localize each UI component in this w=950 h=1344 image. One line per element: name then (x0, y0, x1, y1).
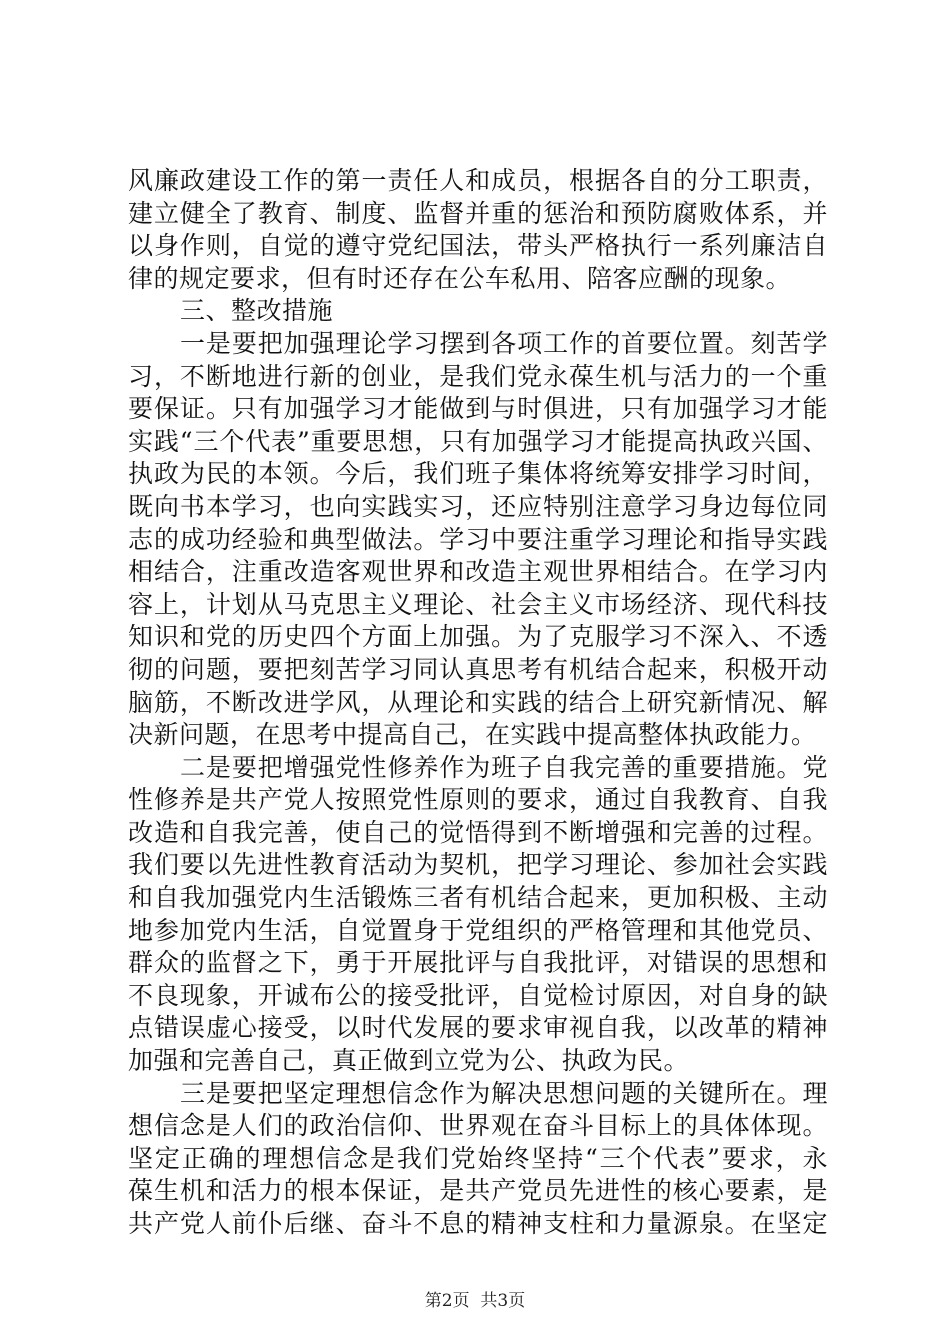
text-line: 葆生机和活力的根本保证，是共产党员先进性的核心要素，是 (128, 1176, 828, 1206)
text-line: 不良现象，开诚布公的接受批评，自觉检讨原因，对自身的缺 (128, 980, 828, 1010)
text-line: 实践“三个代表”重要思想，只有加强学习才能提高执政兴国、 (128, 426, 828, 456)
text-line: 律的规定要求，但有时还存在公车私用、陪客应酬的现象。 (128, 263, 792, 293)
text-line: 三是要把坚定理想信念作为解决思想问题的关键所在。理 (180, 1078, 828, 1108)
text-line: 执政为民的本领。今后，我们班子集体将统筹安排学习时间， (128, 459, 828, 489)
document-body (128, 165, 828, 1241)
text-line: 共产党人前仆后继、奋斗不息的精神支柱和力量源泉。在坚定 (128, 1209, 828, 1238)
text-line: 群众的监督之下，勇于开展批评与自我批评，对错误的思想和 (128, 948, 828, 978)
text-line: 习，不断地进行新的创业，是我们党永葆生机与活力的一个重 (128, 361, 828, 391)
text-line: 我们要以先进性教育活动为契机，把学习理论、参加社会实践 (128, 850, 828, 880)
text-line: 性修养是共产党人按照党性原则的要求，通过自我教育、自我 (128, 785, 828, 815)
text-line: 点错误虚心接受，以时代发展的要求审视自我，以改革的精神 (128, 1013, 828, 1043)
text-line: 二是要把增强党性修养作为班子自我完善的重要措施。党 (180, 752, 828, 782)
text-line: 改造和自我完善，使自己的觉悟得到不断增强和完善的过程。 (128, 817, 828, 847)
text-line: 要保证。只有加强学习才能做到与时俱进，只有加强学习才能 (128, 394, 828, 424)
text-line: 加强和完善自己，真正做到立党为公、执政为民。 (128, 1046, 690, 1076)
text-line: 彻的问题，要把刻苦学习同认真思考有机结合起来，积极开动 (128, 654, 828, 684)
paragraph-measure-three (128, 1078, 828, 1241)
text-line: 建立健全了教育、制度、监督并重的惩治和预防腐败体系，并 (128, 198, 828, 228)
paragraph-measure-one (128, 328, 828, 752)
paragraph-continuation (128, 165, 828, 295)
text-line: 和自我加强党内生活锻炼三者有机结合起来，更加积极、主动 (128, 883, 828, 913)
text-line: 风廉政建设工作的第一责任人和成员，根据各自的分工职责， (128, 166, 828, 195)
text-line: 脑筋，不断改进学风，从理论和实践的结合上研究新情况、解 (128, 687, 828, 717)
text-line: 知识和党的历史四个方面上加强。为了克服学习不深入、不透 (128, 622, 828, 652)
text-line: 以身作则，自觉的遵守党纪国法，带头严格执行一系列廉洁自 (128, 231, 828, 261)
page-number-label: 第2页 共3页 (424, 1291, 526, 1311)
section-heading-text: 三、整改措施 (180, 296, 334, 326)
text-line: 容上，计划从马克思主义理论、社会主义市场经济、现代科技 (128, 589, 828, 619)
text-line: 地参加党内生活，自觉置身于党组织的严格管理和其他党员、 (128, 915, 828, 945)
text-line: 既向书本学习，也向实践实习，还应特别注意学习身边每位同 (128, 491, 828, 521)
text-line: 相结合，注重改造客观世界和改造主观世界相结合。在学习内 (128, 557, 828, 587)
section-heading (128, 295, 828, 328)
text-line: 志的成功经验和典型做法。学习中要注重学习理论和指导实践 (128, 524, 828, 554)
text-line: 想信念是人们的政治信仰、世界观在奋斗目标上的具体体现。 (128, 1111, 828, 1141)
text-line: 决新问题，在思考中提高自己，在实践中提高整体执政能力。 (128, 720, 817, 750)
text-line: 一是要把加强理论学习摆到各项工作的首要位置。刻苦学 (180, 328, 828, 358)
text-line: 坚定正确的理想信念是我们党始终坚持“三个代表”要求，永 (128, 1143, 828, 1173)
page-footer (0, 1286, 950, 1311)
paragraph-measure-two (128, 752, 828, 1078)
